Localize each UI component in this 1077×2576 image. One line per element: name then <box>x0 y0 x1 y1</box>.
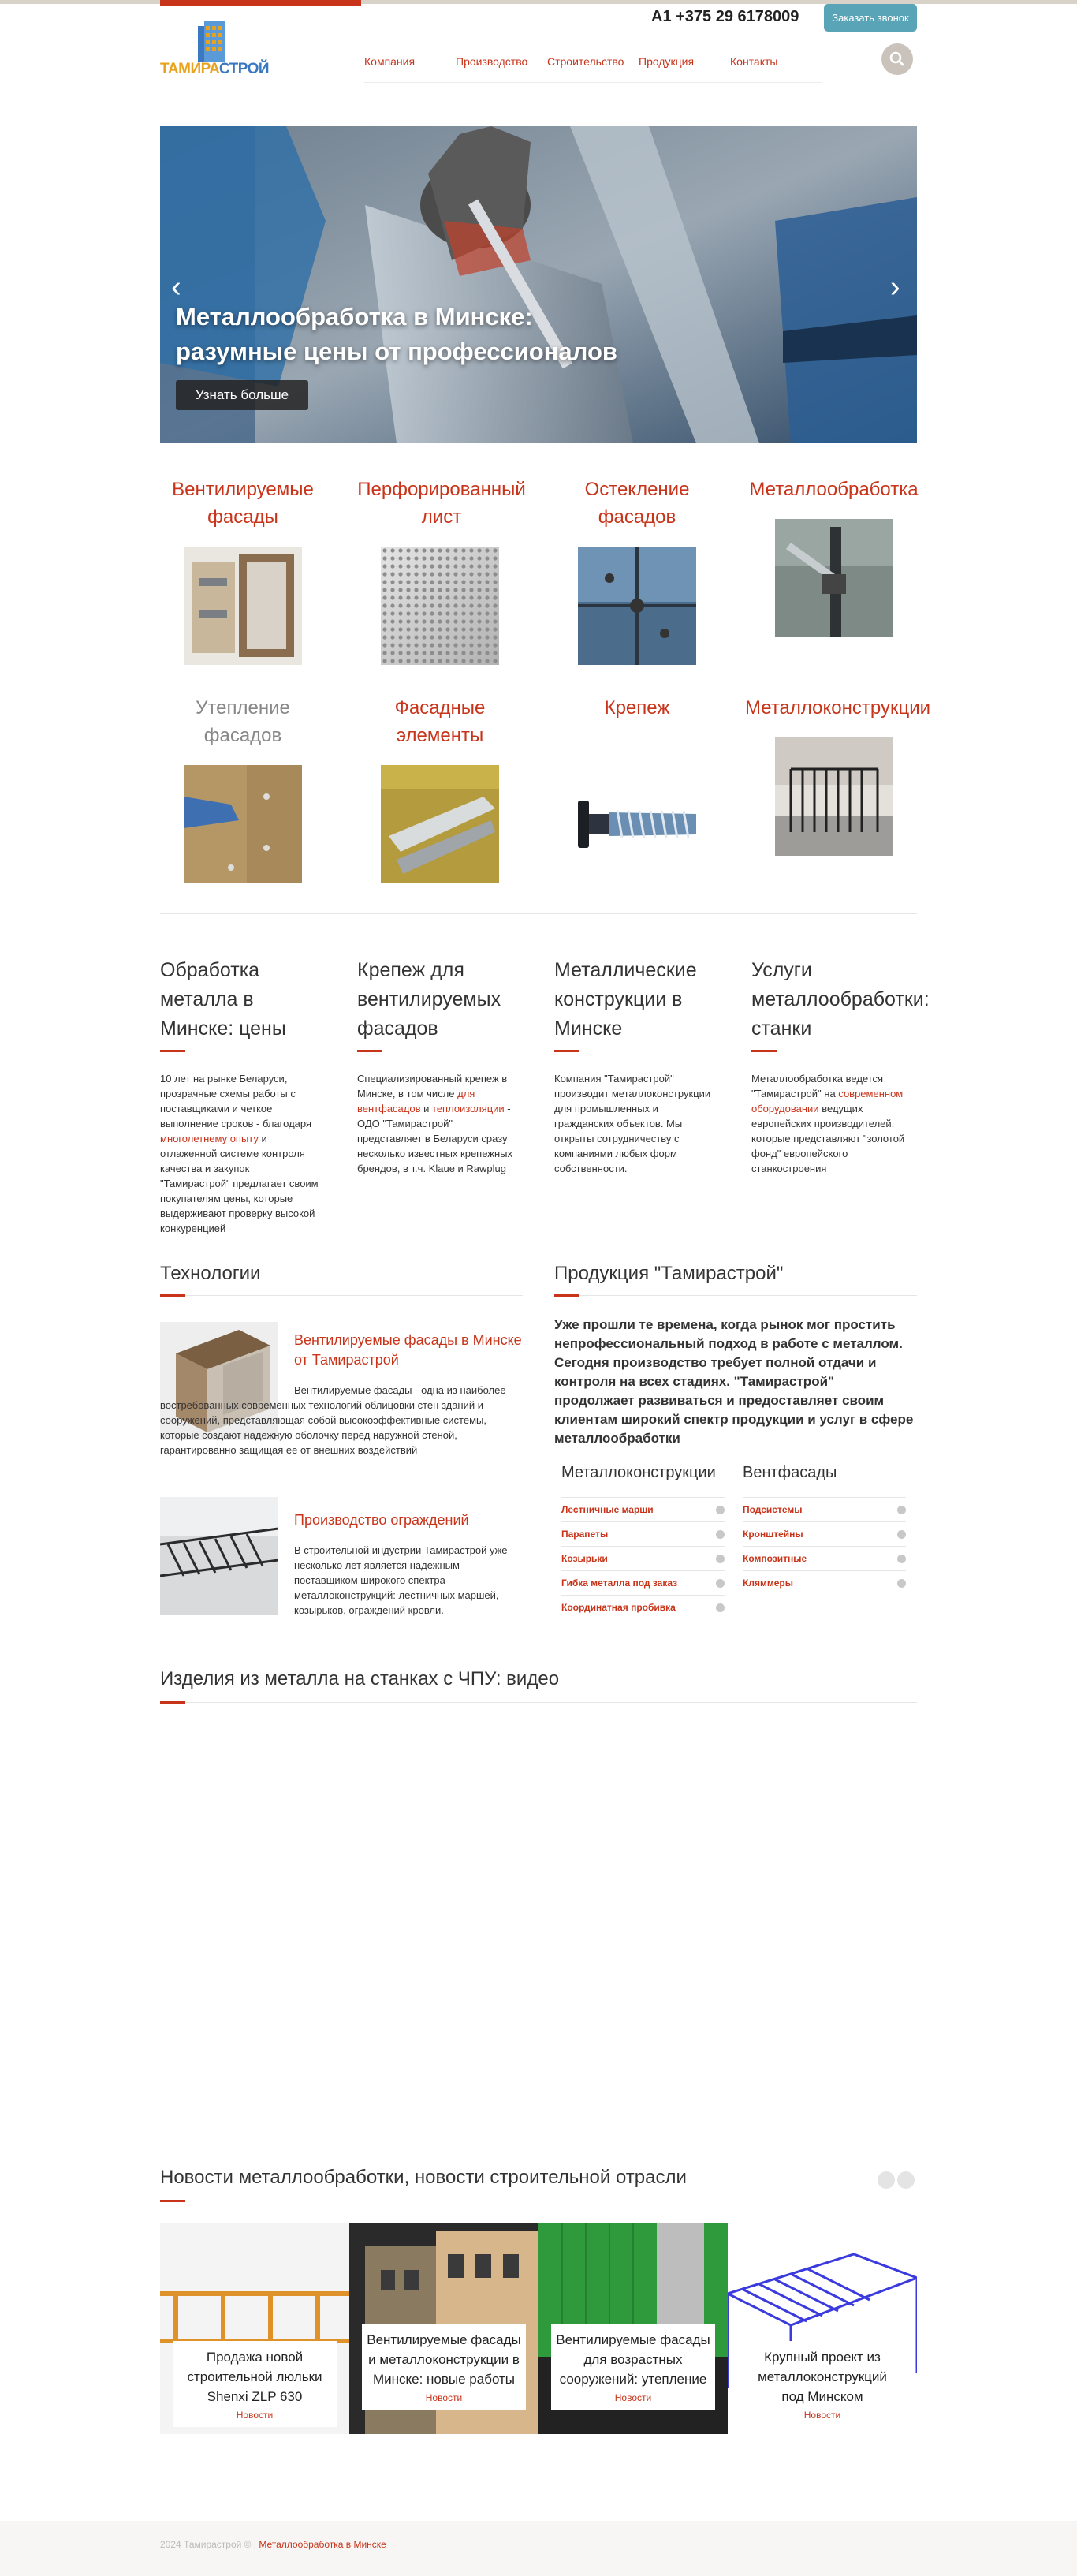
product-image-metal-structures[interactable] <box>775 737 893 856</box>
list-item-parapets[interactable] <box>561 1521 725 1546</box>
slide-title-line2: разумные цены от профессионалов <box>176 338 617 365</box>
copyright-text: 2024 Тамирастрой © | <box>160 2539 256 2550</box>
column-title-vent-facades: Вентфасады <box>743 1464 837 1481</box>
news-caption <box>173 2341 337 2427</box>
product-title-facade-elements[interactable] <box>357 694 523 749</box>
article-link[interactable]: современном оборудовании <box>751 1088 904 1114</box>
product-title-perforated-sheet[interactable] <box>347 476 536 531</box>
list-item-label: Кронштейны <box>743 1529 803 1540</box>
section-rule <box>554 1295 917 1296</box>
article-title-machines[interactable] <box>751 956 930 1043</box>
product-title-line: фасады <box>207 506 278 528</box>
bullet-icon <box>897 1506 906 1514</box>
list-item-label: Козырьки <box>561 1553 608 1564</box>
tech-title-vent-facades[interactable]: Вентилируемые фасады в Минске от Тамирастрой <box>294 1332 522 1368</box>
footer-copyright <box>160 2539 386 2550</box>
article-title-line: Обработка <box>160 959 260 981</box>
product-title-line: Металлоконструкции <box>745 697 931 719</box>
news-item-category[interactable]: Новости <box>425 2392 463 2403</box>
production-title: Продукция "Тамирастрой" <box>554 1263 784 1284</box>
product-title-metal-structures[interactable] <box>745 694 931 722</box>
technologies-title: Технологии <box>160 1263 261 1284</box>
tech-text-vent-facades-body: Вентилируемые фасады - одна из наиболее востребованных современных технологий облицовки стен зданий и сооружений, представляющая собой высокоэффективные системы, которые создают надежную оболочку перед наружной стеной, гарантированно защищая ее от внешних воздействий <box>160 1384 506 1456</box>
news-item-title[interactable]: Продажа новой строительной люльки Shenxi ZLP 630 <box>187 2350 322 2404</box>
list-item-stairs[interactable] <box>561 1497 725 1521</box>
news-next-button[interactable] <box>897 2171 915 2189</box>
product-title-fasteners[interactable] <box>554 694 720 722</box>
product-title-line: Металлообработка <box>749 479 919 500</box>
product-title-metalworking[interactable] <box>745 476 922 503</box>
product-title-line: лист <box>421 506 462 528</box>
nav-contacts[interactable]: Контакты <box>730 55 822 83</box>
list-item-subsystems[interactable] <box>743 1497 906 1521</box>
list-item-clamps[interactable] <box>743 1570 906 1595</box>
nav-construction[interactable]: Строительство <box>547 55 639 83</box>
slider-prev-arrow[interactable]: ‹ <box>171 271 181 304</box>
news-item-title[interactable]: Вентилируемые фасады для возрастных сооружений: утепление <box>556 2332 710 2387</box>
article-title-line: Крепеж для <box>357 959 464 981</box>
article-title-line: вентилируемых <box>357 988 501 1010</box>
product-image-fasteners[interactable] <box>578 765 696 883</box>
product-title-line: Перфорированный <box>357 479 526 500</box>
search-icon <box>881 43 913 75</box>
news-title: Новости металлообработки, новости строительной отрасли <box>160 2167 687 2188</box>
article-title-line: Металлические <box>554 959 697 981</box>
section-rule <box>160 1295 523 1296</box>
list-item-bending[interactable] <box>561 1570 725 1595</box>
list-item-label: Координатная пробивка <box>561 1602 676 1613</box>
bullet-icon <box>716 1579 725 1588</box>
logo[interactable] <box>160 20 270 83</box>
article-text-part: Металлообработка ведется "Тамирастрой" на <box>751 1073 884 1099</box>
top-accent-bar <box>160 0 361 6</box>
footer-link[interactable]: Металлообработка в Минске <box>259 2539 386 2550</box>
news-caption <box>740 2341 904 2427</box>
article-text-part: и <box>420 1103 433 1114</box>
article-text-part: Специализированный крепеж в Минске, в том числе <box>357 1073 508 1099</box>
article-title-line: конструкции в <box>554 988 683 1010</box>
news-item-category[interactable]: Новости <box>236 2410 274 2421</box>
product-title-insulation[interactable] <box>160 694 326 749</box>
list-item-label: Парапеты <box>561 1529 609 1540</box>
order-call-button[interactable]: Заказать звонок <box>824 4 917 32</box>
list-item-label: Лестничные марши <box>561 1504 654 1515</box>
logo-text-left: ТАМИРА <box>160 61 219 77</box>
bullet-icon <box>897 1555 906 1563</box>
product-title-line: Фасадные <box>394 697 486 719</box>
product-image-perforated-sheet[interactable] <box>381 547 499 665</box>
list-item-composite[interactable] <box>743 1546 906 1570</box>
product-title-line: Вентилируемые <box>172 479 314 500</box>
product-title-line: фасадов <box>598 506 676 528</box>
slider-next-arrow[interactable]: › <box>890 271 900 304</box>
bullet-icon <box>716 1603 725 1612</box>
article-title-line: Минске <box>554 1017 623 1040</box>
article-title-line: фасадов <box>357 1017 438 1040</box>
news-card[interactable] <box>160 2223 349 2434</box>
tech-image-fencing[interactable] <box>160 1497 278 1615</box>
article-title-line: станки <box>751 1017 812 1040</box>
article-text-part: 10 лет на рынке Беларуси, прозрачные схемы работы с поставщиками и четкое выполнение сроков - благодаря <box>160 1073 312 1129</box>
news-caption <box>551 2324 715 2410</box>
bullet-icon <box>716 1530 725 1539</box>
article-link[interactable]: теплоизоляции <box>432 1103 505 1114</box>
product-image-glazing[interactable] <box>578 547 696 665</box>
article-text <box>357 1071 519 1176</box>
news-item-title[interactable]: Крупный проект из металлоконструкций под Минском <box>758 2350 887 2404</box>
slide-title-line1: Металлообработка в Минске: <box>176 303 533 330</box>
article-link[interactable]: для вентфасадов <box>357 1088 475 1114</box>
article-title-line: металла в <box>160 988 254 1010</box>
product-image-vent-facades[interactable] <box>184 547 302 665</box>
product-title-glazing[interactable] <box>554 476 720 531</box>
column-title-metal-structures: Металлоконструкции <box>561 1464 716 1481</box>
article-text-part: Компания "Тамирастрой" производит металлоконструкции для промышленных и гражданских объектов. Мы открыты сотрудничеству с компаниями любых форм собственности. <box>554 1073 711 1174</box>
product-title-vent-facades[interactable] <box>160 476 326 531</box>
nav-production[interactable]: Производство <box>456 55 547 83</box>
article-title-structures[interactable] <box>554 956 720 1043</box>
news-item-category[interactable]: Новости <box>803 2410 841 2421</box>
article-title-line: Минске: цены <box>160 1017 286 1040</box>
product-title-line: элементы <box>396 725 484 746</box>
bullet-icon <box>716 1506 725 1514</box>
news-item-category[interactable]: Новости <box>614 2392 652 2403</box>
video-embed-area[interactable] <box>160 1723 917 2149</box>
article-title-metal-prices[interactable] <box>160 956 326 1043</box>
slide-title <box>176 300 617 369</box>
section-divider <box>160 913 917 914</box>
product-title-line: Остекление <box>584 479 690 500</box>
product-image-metalworking[interactable] <box>775 519 893 637</box>
article-text-part: ведущих европейских производителей, которые представляют "золотой фонд" европейского станкостроения <box>751 1103 905 1174</box>
news-caption <box>362 2324 526 2410</box>
nav-products[interactable]: Продукция <box>639 55 730 83</box>
production-lead: Уже прошли те времена, когда рынок мог простить непрофессиональный подход в работе с металлом. Сегодня производство требует полной отдачи и контроля на всех стадиях. "Тамирастрой" продолжает развиваться и предоставляет своим клиентам широкий спектр продукции и услуг в сфере металлообработки <box>554 1317 914 1446</box>
article-text-part: - ОДО "Тамирастрой" представляет в Беларуси сразу несколько известных крепежных брендов, в т.ч. Klaue и Rawplug <box>357 1103 513 1174</box>
search-button[interactable] <box>881 43 913 75</box>
logo-text-right: СТРОЙ <box>218 61 270 77</box>
product-image-insulation[interactable] <box>184 765 302 883</box>
news-card[interactable] <box>349 2223 538 2434</box>
bullet-icon <box>716 1555 725 1563</box>
article-text <box>554 1071 716 1176</box>
tech-text-fencing: В строительной индустрии Тамирастрой уже несколько лет является надежным поставщиком широкого спектра металлоконструкций: лестничных маршей, козырьков, ограждений кровли. <box>294 1544 508 1616</box>
main-nav <box>364 55 822 83</box>
article-text <box>160 1071 322 1236</box>
news-card[interactable] <box>728 2223 917 2434</box>
video-title: Изделия из металла на станках с ЧПУ: видео <box>160 1668 560 1689</box>
nav-company[interactable]: Компания <box>364 55 456 83</box>
bullet-icon <box>897 1579 906 1588</box>
product-image-facade-elements[interactable] <box>381 765 499 883</box>
tech-title-fencing[interactable]: Производство ограждений <box>294 1512 469 1528</box>
news-prev-button[interactable] <box>878 2171 895 2189</box>
hero-slider[interactable] <box>160 126 917 443</box>
list-item-label: Кляммеры <box>743 1577 793 1589</box>
article-title-line: металлообработки: <box>751 988 930 1010</box>
article-text-part: и отлаженной системе контроля качества и закупок "Тамирастрой" предлагает своим покупателям цены, которые выдерживают проверку высокой конкуренцией <box>160 1133 319 1234</box>
phone-number[interactable]: A1 +375 29 6178009 <box>651 8 799 25</box>
list-item-label: Подсистемы <box>743 1504 803 1515</box>
article-text <box>751 1071 913 1176</box>
list-item-label: Композитные <box>743 1553 807 1564</box>
news-item-title[interactable]: Вентилируемые фасады и металлоконструкции в Минске: новые работы <box>367 2332 521 2387</box>
section-rule <box>160 1702 917 1703</box>
article-title-fasteners[interactable] <box>357 956 523 1043</box>
list-item-label: Гибка металла под заказ <box>561 1577 678 1589</box>
list-item-punching[interactable] <box>561 1595 725 1619</box>
product-title-line: Утепление <box>196 697 290 719</box>
news-card[interactable] <box>538 2223 728 2434</box>
bullet-icon <box>897 1530 906 1539</box>
list-item-brackets[interactable] <box>743 1521 906 1546</box>
product-title-line: фасадов <box>203 725 282 746</box>
product-title-line: Крепеж <box>604 697 670 719</box>
article-title-line: Услуги <box>751 959 812 981</box>
list-item-canopies[interactable] <box>561 1546 725 1570</box>
article-link[interactable]: многолетнему опыту <box>160 1133 259 1144</box>
slide-more-button[interactable]: Узнать больше <box>176 380 308 410</box>
